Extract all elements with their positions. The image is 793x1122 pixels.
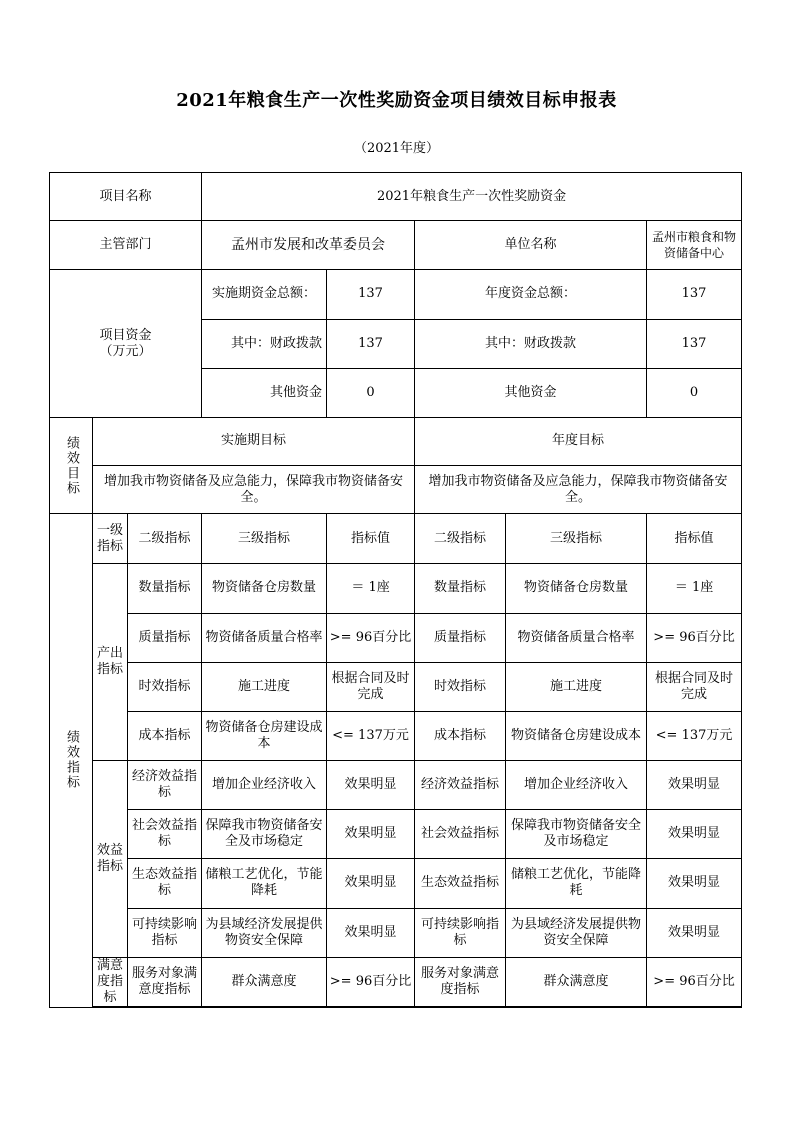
indicator-l3: 物资储备仓房建设成本 [202,711,327,760]
indicator-value: 效果明显 [327,859,415,908]
annual-indicator-l3: 物资储备质量合格率 [506,613,647,662]
funds-label [50,270,202,418]
indicator-l3: 物资储备仓房数量 [202,564,327,613]
impl-other-value: 0 [327,368,415,417]
indicator-value: 效果明显 [327,908,415,957]
annual-indicator-l3: 储粮工艺优化，节能降耗 [506,859,647,908]
indicator-l2: 服务对象满意度指标 [128,957,202,1007]
annual-indicator-l2: 社会效益指标 [415,810,506,859]
header-value: 指标值 [327,514,415,564]
annual-indicator-value: >= 96百分比 [647,613,742,662]
dept-value: 孟州市发展和改革委员会 [202,221,415,270]
annual-indicator-l2: 质量指标 [415,613,506,662]
impl-goal-header: 实施期目标 [93,417,415,465]
page-subtitle: （2021年度） [353,141,440,156]
indicator-l3: 施工进度 [202,662,327,711]
indicator-value: 效果明显 [327,810,415,859]
funds-label-line1: 项目资金 [99,327,152,343]
indicator-l3: 储粮工艺优化，节能降耗 [202,859,327,908]
annual-indicator-value: ＝ 1座 [647,564,742,613]
annual-indicator-value: 效果明显 [647,908,742,957]
indicator-value: >= 96百分比 [327,957,415,1007]
annual-indicator-value: 根据合同及时完成 [647,662,742,711]
indicator-value: 效果明显 [327,761,415,810]
annual-indicator-value: <= 137万元 [647,711,742,760]
annual-indicator-l2: 成本指标 [415,711,506,760]
annual-other-label: 其他资金 [415,368,647,417]
indicator-value: 根据合同及时完成 [327,662,415,711]
group-benefit-label: 效益指标 [93,761,128,958]
annual-indicator-l3: 施工进度 [506,662,647,711]
header-level1: 一级指标 [93,514,128,564]
group-satisfaction-label: 满意度指标 [93,957,128,1007]
indicator-value: >= 96百分比 [327,613,415,662]
impl-total-label: 实施期资金总额： [202,270,327,319]
indicator-l3: 增加企业经济收入 [202,761,327,810]
unit-label: 单位名称 [415,221,647,270]
indicator-l2: 生态效益指标 [128,859,202,908]
indicator-l2: 成本指标 [128,711,202,760]
indicator-l2: 时效指标 [128,662,202,711]
impl-other-label: 其他资金 [202,368,327,417]
project-name-label: 项目名称 [50,173,202,221]
annual-indicator-l2: 服务对象满意度指标 [415,957,506,1007]
impl-goal-text: 增加我市物资储备及应急能力，保障我市物资储备安全。 [93,466,415,514]
annual-indicator-l2: 可持续影响指标 [415,908,506,957]
impl-fiscal-label: 其中：财政拨款 [202,319,327,368]
annual-other-value: 0 [647,368,742,417]
annual-total-label: 年度资金总额： [415,270,647,319]
annual-indicator-value: 效果明显 [647,859,742,908]
indicator-l2: 质量指标 [128,613,202,662]
indicator-l3: 物资储备质量合格率 [202,613,327,662]
annual-indicator-l3: 群众满意度 [506,957,647,1007]
indicator-value: <= 137万元 [327,711,415,760]
performance-goal-table [49,172,742,1008]
group-output-label: 产出指标 [93,564,128,761]
impl-total-value: 137 [327,270,415,319]
indicator-l2: 社会效益指标 [128,810,202,859]
annual-indicator-value: 效果明显 [647,810,742,859]
header-annual-value: 指标值 [647,514,742,564]
annual-goal-header: 年度目标 [415,417,742,465]
funds-label-line2: （万元） [99,343,152,359]
annual-indicator-l2: 数量指标 [415,564,506,613]
indicator-l3: 保障我市物资储备安全及市场稳定 [202,810,327,859]
project-name-value: 2021年粮食生产一次性奖励资金 [202,173,742,221]
indicator-value: ＝ 1座 [327,564,415,613]
indicators-side-label: 绩效指标 [50,514,93,1007]
annual-goal-text: 增加我市物资储备及应急能力，保障我市物资储备安全。 [415,466,742,514]
indicator-l2: 经济效益指标 [128,761,202,810]
unit-value: 孟州市粮食和物资储备中心 [647,221,742,270]
annual-indicator-l3: 保障我市物资储备安全及市场稳定 [506,810,647,859]
annual-indicator-value: 效果明显 [647,761,742,810]
annual-indicator-l3: 为县域经济发展提供物资安全保障 [506,908,647,957]
annual-indicator-l2: 时效指标 [415,662,506,711]
indicator-l3: 群众满意度 [202,957,327,1007]
header-annual-level3: 三级指标 [506,514,647,564]
dept-label: 主管部门 [50,221,202,270]
annual-total-value: 137 [647,270,742,319]
annual-fiscal-label: 其中：财政拨款 [415,319,647,368]
goals-side-label: 绩效目标 [50,417,93,513]
annual-indicator-l3: 物资储备仓房建设成本 [506,711,647,760]
annual-indicator-l3: 物资储备仓房数量 [506,564,647,613]
annual-fiscal-value: 137 [647,319,742,368]
annual-indicator-l3: 增加企业经济收入 [506,761,647,810]
annual-indicator-l2: 生态效益指标 [415,859,506,908]
impl-fiscal-value: 137 [327,319,415,368]
indicator-l3: 为县域经济发展提供物资安全保障 [202,908,327,957]
annual-indicator-value: >= 96百分比 [647,957,742,1007]
annual-indicator-l2: 经济效益指标 [415,761,506,810]
header-level3: 三级指标 [202,514,327,564]
header-annual-level2: 二级指标 [415,514,506,564]
header-level2: 二级指标 [128,514,202,564]
page-title: 2021年粮食生产一次性奖励资金项目绩效目标申报表 [176,90,617,111]
indicator-l2: 可持续影响指标 [128,908,202,957]
indicator-l2: 数量指标 [128,564,202,613]
